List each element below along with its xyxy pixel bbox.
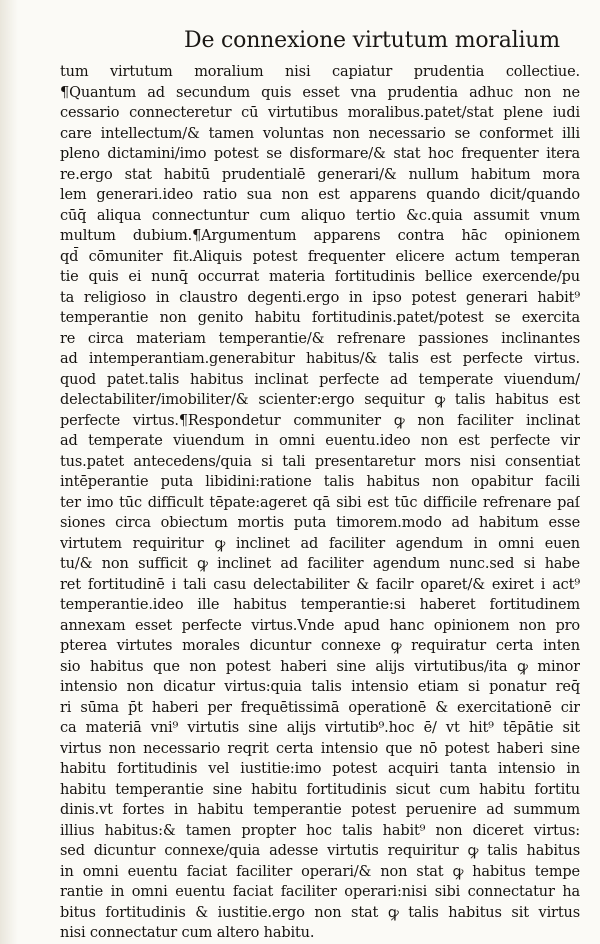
text-line: perfecte virtus.¶Respondetur communiter ꝙ non faciliter inclinat (60, 412, 580, 429)
text-line: temperantie non genito habitu fortitudinis.patet/potest se exercita (60, 310, 580, 326)
text-line: tum virtutum moralium nisi capiatur prudentia collectiue. (60, 64, 580, 80)
text-line: quod patet.talis habitus inclinat perfecte ad temperate viuendum/ (60, 371, 580, 388)
text-line: bitus fortitudinis & iustitie.ergo non stat ꝙ talis habitus sit virtus (60, 904, 580, 921)
text-line: pleno dictamini/imo potest se disformare/& stat hoc frequenter itera (60, 146, 580, 162)
text-line: lem generari.ideo ratio sua non est apparens quando dicit/quando (60, 187, 580, 203)
text-line: ca materiā vni⁹ virtutis sine alijs virtutib⁹.hoc ē/ vt hit⁹ tēpātie sit (60, 720, 580, 736)
text-line: in omni euentu faciat faciliter operari/& non stat ꝙ habitus tempe (60, 863, 580, 880)
text-line: virtus non necessario reqrit certa intensio que nō potest haberi sine (60, 740, 580, 757)
text-line: qd̄ cōmuniter fit.Aliquis potest frequenter elicere actum temperan (60, 248, 580, 265)
text-line: annexam esset perfecte virtus.Vnde apud hanc opinionem non pro (60, 617, 580, 634)
scan-edge-shadow (0, 0, 18, 944)
text-line: delectabiliter/imobiliter/& scienter:ergo sequitur ꝙ talis habitus est (60, 392, 580, 408)
text-line: sio habitus que non potest haberi sine alijs virtutibus/ita ꝙ minor (60, 658, 580, 675)
text-line: illius habitus:& tamen propter hoc talis habit⁹ non diceret virtus: (60, 822, 580, 839)
text-line: sed dicuntur connexe/quia adesse virtutis requiritur ꝙ talis habitus (60, 843, 580, 859)
text-line: intensio non dicatur virtus:quia talis intensio etiam si ponatur req̄ (60, 679, 580, 695)
text-line: ta religioso in claustro degenti.ergo in ipso potest generari habit⁹ (60, 289, 580, 306)
text-line: tus.patet antecedens/quia si tali presentaretur mors nisi consentiat (60, 453, 580, 470)
text-line: ad intemperantiam.generabitur habitus/& talis est perfecte virtus. (60, 351, 580, 367)
text-line: tie quis ei nunq̄ occurrat materia fortitudinis bellice exercende/pu (60, 269, 580, 285)
text-line: tu/& non sufficit ꝙ inclinet ad faciliter agendum nunc.sed si habe (60, 556, 580, 572)
text-line: siones circa obiectum mortis puta timorem.modo ad habitum esse (60, 515, 580, 531)
text-line: nisi connectatur cum altero habitu. (60, 925, 315, 941)
text-line: habitu temperantie sine habitu fortitudinis sicut cum habitu fortitu (60, 781, 580, 798)
text-line: re.ergo stat habitū prudentialē generari/& nullum habitum mora (60, 166, 580, 183)
running-title: De connexione virtutum moralium (184, 28, 560, 53)
text-line: ad temperate viuendum in omni euentu.ideo non est perfecte vir (60, 433, 580, 449)
body-text (60, 62, 580, 944)
text-line: multum dubium.¶Argumentum apparens contra hāc opinionem (60, 228, 580, 244)
text-line: ret fortitudinē i tali casu delectabiliter & facilr oparet/& exiret i act⁹ (60, 576, 580, 593)
text-line: pterea virtutes morales dicuntur connexe ꝙ requiratur certa inten (60, 638, 580, 654)
text-line: cessario connecteretur cū virtutibus moralibus.patet/stat plene iudi (60, 105, 580, 121)
text-line: ri sūma p̄t haberi per frequētissimā operationē & exercitationē cir (60, 699, 580, 716)
text-line: habitu fortitudinis vel iustitie:imo potest acquiri tanta intensio in (60, 761, 580, 777)
text-line: intēperantie puta libidini:ratione talis habitus non opabitur facili (60, 474, 580, 490)
text-line: virtutem requiritur ꝙ inclinet ad faciliter agendum in omni euen (60, 535, 580, 552)
text-line: re circa materiam temperantie/& refrenare passiones inclinantes (60, 330, 580, 347)
text-line: rantie in omni euentu faciat faciliter operari:nisi sibi connectatur ha (60, 884, 580, 900)
text-line: care intellectum/& tamen voluntas non necessario se conformet illi (60, 125, 580, 142)
text-line: ter imo tūc difficult tēpate:ageret qā sibi est tūc difficile refrenare paſ (60, 494, 580, 511)
text-line: cūq̄ aliqua connectuntur cum aliquo tertio &c.quia assumit vnum (60, 207, 580, 224)
text-line: ¶Quantum ad secundum quis esset vna prudentia adhuc non ne (60, 84, 580, 101)
text-line: temperantie.ideo ille habitus temperantie:si haberet fortitudinem (60, 597, 580, 613)
text-line: dinis.vt fortes in habitu temperantie potest peruenire ad summum (60, 802, 580, 818)
